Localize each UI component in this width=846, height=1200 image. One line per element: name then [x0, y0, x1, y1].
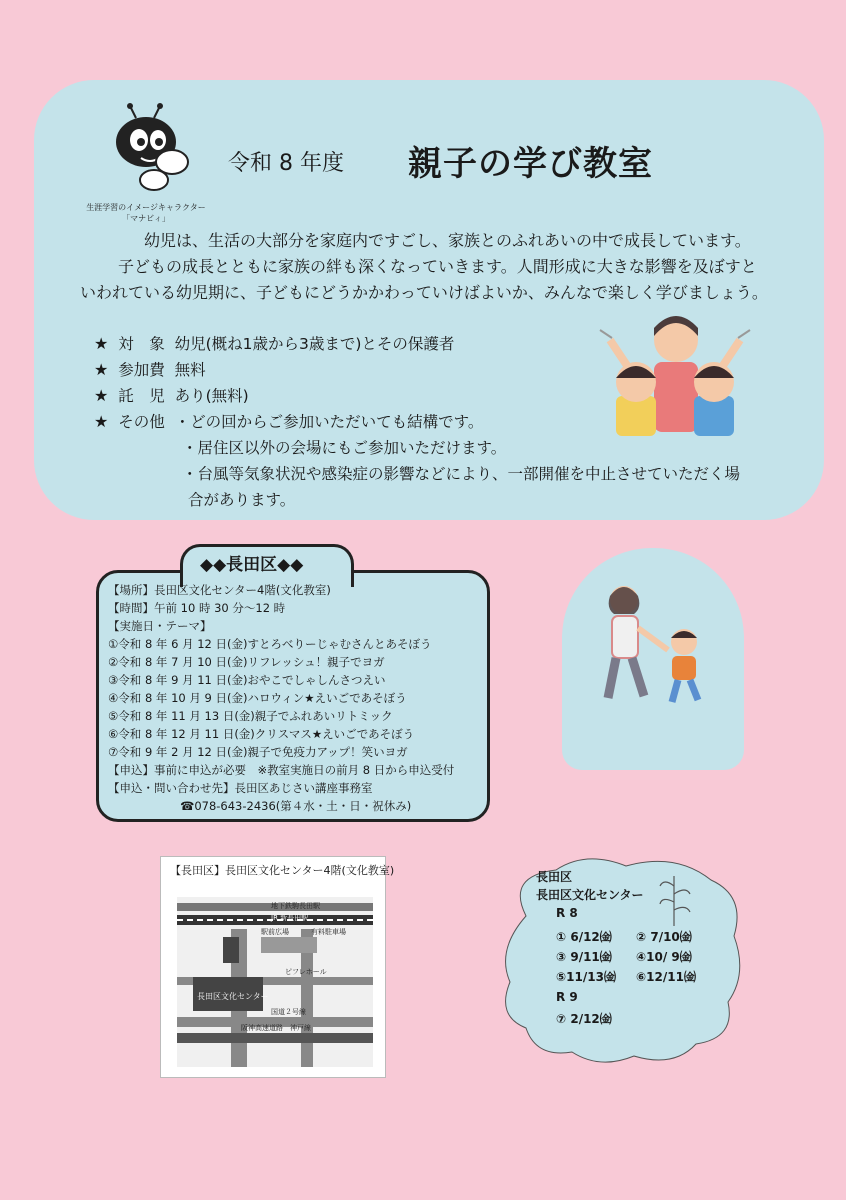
item-value: 幼児(概ね1歳から3歳まで)とその保護者	[174, 335, 455, 353]
map-label-plaza: 駅前広場	[261, 928, 289, 936]
item-value: あり(無料)	[174, 387, 249, 405]
item-value: ・どの回からご参加いただいても結構です。	[174, 413, 484, 431]
info-item-childcare	[94, 384, 249, 406]
family-cheering-illustration-icon	[590, 310, 760, 440]
nagata-title: ◆◆長田区◆◆	[200, 555, 304, 575]
map-diagram	[161, 857, 385, 1077]
map-label-route2: 国道２号線	[271, 1008, 306, 1016]
parent-child-walking-illustration-icon	[584, 578, 724, 708]
star-icon: ★	[94, 412, 109, 431]
item-label: 参加費	[118, 361, 165, 379]
map-heading: 【長田区】長田区文化センター4階(文化教室)	[170, 864, 395, 877]
other-line-3: 合があります。	[188, 491, 296, 509]
star-icon: ★	[94, 360, 109, 379]
item-value: 無料	[174, 361, 206, 379]
nagata-session-4: ④令和 8 年 10 月 9 日(金)ハロウィン★えいごであそぼう	[108, 691, 407, 705]
map-label-hall: ピフレホール	[285, 968, 327, 976]
cloud-ward: 長田区	[536, 870, 573, 884]
item-label: その他	[118, 413, 165, 431]
intro-line-2: 子どもの成長とともに家族の絆も深くなっていきます。人間形成に大きな影響を及ぼすと	[118, 257, 757, 276]
info-item-other	[94, 410, 483, 432]
star-icon: ★	[94, 334, 109, 353]
map-label-subway: 地下鉄駒長田駅	[271, 902, 320, 910]
item-label: 託 児	[118, 387, 165, 405]
cloud-r9-label: R 9	[556, 990, 578, 1004]
cloud-date-5: ⑤11/13㈮	[556, 970, 616, 984]
intro-line-3: いわれている幼児期に、子どもにどうかかわっていけばよいか、みんなで楽しく学びましょう。	[80, 283, 768, 302]
info-item-target	[94, 332, 454, 354]
nagata-time: 【時間】午前 10 時 30 分～12 時	[108, 601, 286, 615]
map-label-parking: 有料駐車場	[311, 928, 346, 936]
page-title: 親子の学び教室	[408, 144, 653, 184]
nagata-session-3: ③令和 8 年 9 月 11 日(金)おやこでしゃしんさつえい	[108, 673, 386, 687]
nagata-application: 【申込】事前に申込が必要 ※教室実施日の前月 8 日から申込受付	[108, 763, 455, 777]
info-item-fee	[94, 358, 206, 380]
cloud-date-1: ① 6/12㈮	[556, 930, 612, 944]
access-map	[160, 856, 386, 1078]
header-panel	[34, 80, 824, 520]
mascot-caption-line2: 「マナビィ」	[122, 214, 170, 223]
map-label-hanshin: 阪神高速道路 神戸線	[241, 1024, 311, 1032]
cloud-r8-label: R 8	[556, 906, 578, 920]
cloud-date-4: ④10/ 9㈮	[636, 950, 692, 964]
nagata-session-1: ①令和 8 年 6 月 12 日(金)すとろべりーじゃむさんとあそぼう	[108, 637, 432, 651]
map-label-jr: JR 新長田駅	[271, 914, 309, 922]
other-line-1: ・居住区以外の会場にもご参加いただけます。	[182, 439, 507, 457]
nagata-session-6: ⑥令和 8 年 12 月 11 日(金)クリスマス★えいごであそぼう	[108, 727, 415, 741]
cloud-venue: 長田区文化センター	[536, 888, 644, 902]
illustration-blob	[562, 548, 744, 770]
nagata-contact: 【申込・問い合わせ先】長田区あじさい講座事務室	[108, 781, 373, 795]
cloud-date-7: ⑦ 2/12㈮	[556, 1012, 612, 1026]
nagata-place: 【場所】長田区文化センター4階(文化教室)	[108, 583, 331, 597]
cloud-date-2: ② 7/10㈮	[636, 930, 692, 944]
item-label: 対 象	[118, 335, 165, 353]
intro-line-1: 幼児は、生活の大部分を家庭内ですごし、家族とのふれあいの中で成長しています。	[144, 231, 751, 250]
map-label-center: 長田区文化センター	[197, 992, 269, 1001]
mascot-caption-line1: 生涯学習のイメージキャラクター	[86, 203, 206, 212]
nagata-session-2: ②令和 8 年 7 月 10 日(金)リフレッシュ！親子でヨガ	[108, 655, 385, 669]
title-year: 令和 8 年度	[228, 151, 344, 176]
nagata-dates-heading: 【実施日・テーマ】	[108, 619, 212, 633]
nagata-session-7: ⑦令和 9 年 2 月 12 日(金)親子で免疫力アップ！笑いヨガ	[108, 745, 408, 759]
nagata-phone: ☎078-643-2436(第４水・土・日・祝休み)	[180, 799, 412, 813]
bee-mascot-icon	[106, 102, 206, 202]
star-icon: ★	[94, 386, 109, 405]
nagata-session-5: ⑤令和 8 年 11 月 13 日(金)親子でふれあいリトミック	[108, 709, 393, 723]
cloud-date-6: ⑥12/11㈮	[636, 970, 696, 984]
mascot-caption	[86, 202, 206, 224]
other-line-2: ・台風等気象状況や感染症の影響などにより、一部開催を中止させていただく場	[182, 465, 741, 483]
cloud-date-3: ③ 9/11㈮	[556, 950, 612, 964]
